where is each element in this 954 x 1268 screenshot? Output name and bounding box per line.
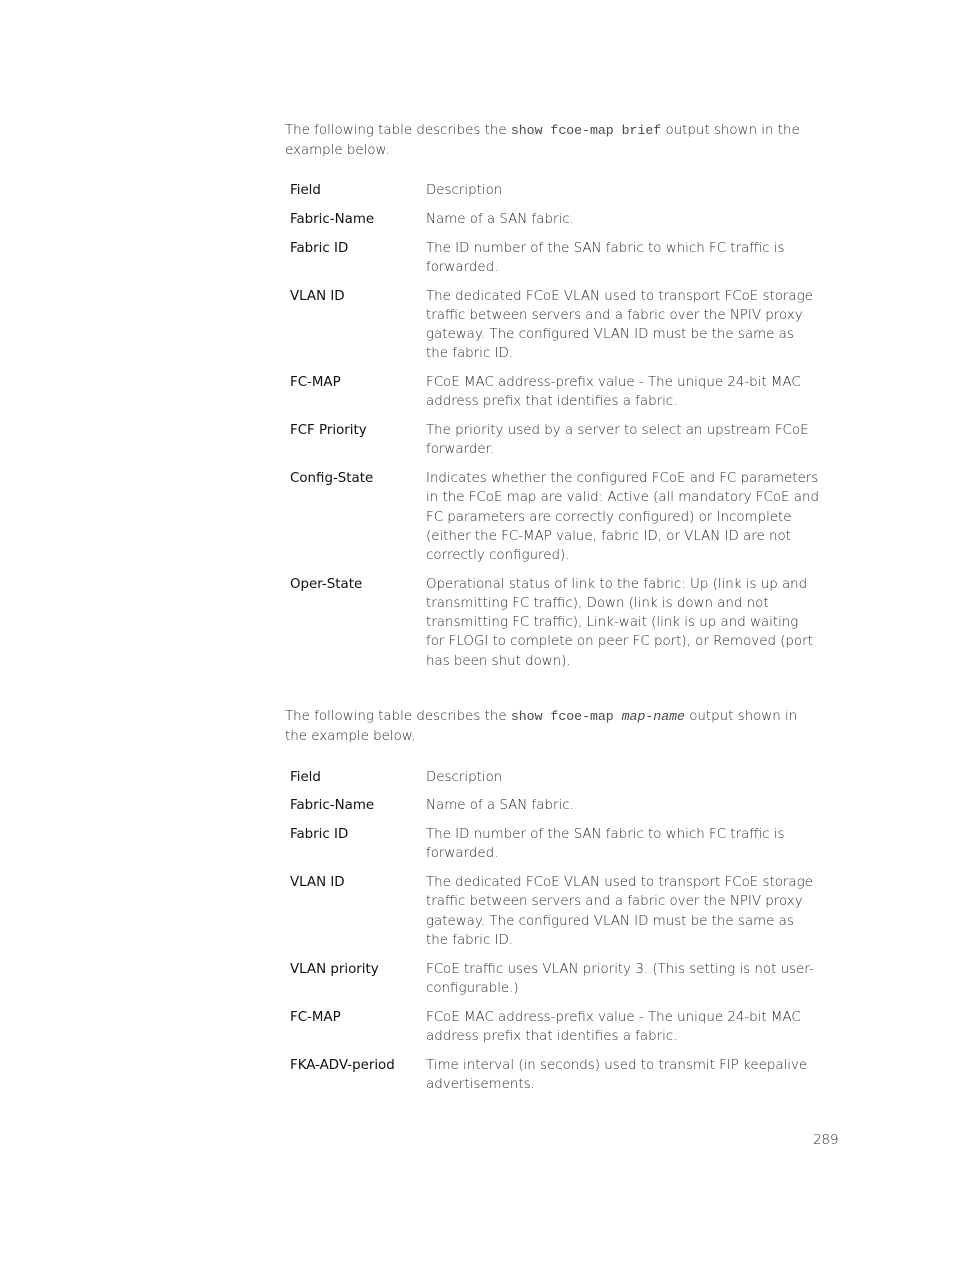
intro-text: The following table describes the xyxy=(285,123,511,138)
table-row xyxy=(285,575,820,681)
table-row xyxy=(285,469,820,575)
field-name: FC-MAP xyxy=(290,1009,341,1025)
field-description: Time interval (in seconds) used to transmit FIP keepalive advertisements. xyxy=(426,1057,808,1092)
table-row xyxy=(285,210,820,239)
field-name: Fabric ID xyxy=(290,240,349,256)
field-name: Fabric-Name xyxy=(290,798,375,814)
field-name: FKA-ADV-period xyxy=(290,1057,395,1073)
table-row xyxy=(285,1056,820,1104)
field-name: Fabric-Name xyxy=(290,211,375,227)
field-description: Operational status of link to the fabric: Up (link is up and transmitting FC traffic), Down (link is down and not transmitting FC traffic), Link-wait (link is up and waiting for FLOGI to complete on peer FC port), or Removed (port has been shut down). xyxy=(426,576,813,669)
command-argument: map-name xyxy=(621,709,685,725)
field-name: VLAN ID xyxy=(290,288,345,304)
table-row xyxy=(285,373,820,421)
description-column-header: Description xyxy=(426,183,503,199)
table-row xyxy=(285,825,820,873)
intro-text: output shown in the example below. xyxy=(285,123,800,158)
field-name: Oper-State xyxy=(290,576,363,592)
command-text xyxy=(511,709,685,724)
table-row xyxy=(285,873,820,959)
field-description: FCoE MAC address-prefix value - The unique 24-bit MAC address prefix that identifies a fabric. xyxy=(426,375,801,410)
field-description: Name of a SAN fabric. xyxy=(426,798,574,814)
table-row xyxy=(285,960,820,1008)
field-description: Indicates whether the configured FCoE and FC parameters in the FCoE map are valid: Active (all mandatory FCoE and FC parameters are correctly configured) or Incomplete (either the FC-MAP value, fabric ID, or VLAN ID are not correctly configured). xyxy=(426,471,819,563)
table-row xyxy=(285,1008,820,1056)
table-header-row xyxy=(285,181,820,210)
table-row xyxy=(285,287,820,373)
field-column-header: Field xyxy=(290,769,321,785)
field-name: Config-State xyxy=(290,471,374,487)
field-name: FCF Priority xyxy=(290,423,367,439)
field-description: The priority used by a server to select an upstream FCoE forwarder. xyxy=(426,423,809,458)
table-body xyxy=(285,210,820,680)
table-header-row xyxy=(285,768,820,797)
field-description: The dedicated FCoE VLAN used to transport FCoE storage traffic between servers and a fabric over the NPIV proxy gateway. The configured VLAN ID must be the same as the fabric ID. xyxy=(426,288,813,362)
command-text: show fcoe-map brief xyxy=(510,123,662,138)
command-name: show fcoe-map xyxy=(510,709,622,725)
field-description: The ID number of the SAN fabric to which FC traffic is forwarded. xyxy=(426,827,785,862)
field-name: VLAN ID xyxy=(290,875,345,891)
field-description: The ID number of the SAN fabric to which FC traffic is forwarded. xyxy=(426,240,785,275)
fcoe-map-name-table xyxy=(285,768,820,1104)
intro-text: The following table describes the xyxy=(285,709,511,725)
field-description: FCoE traffic uses VLAN priority 3. (This setting is not user-configurable.) xyxy=(426,961,814,996)
table-row xyxy=(285,421,820,469)
description-column-header: Description xyxy=(426,769,503,785)
field-name: FC-MAP xyxy=(290,375,341,391)
table-row xyxy=(285,796,820,825)
fcoe-map-brief-table xyxy=(285,181,820,680)
intro-text: output shown in the example below. xyxy=(285,709,798,744)
page-content xyxy=(285,121,820,1104)
table-intro-map-name xyxy=(285,707,820,746)
field-name: Fabric ID xyxy=(290,827,349,843)
page-number: 289 xyxy=(813,1133,839,1148)
field-description: The dedicated FCoE VLAN used to transport FCoE storage traffic between servers and a fabric over the NPIV proxy gateway. The configured VLAN ID must be the same as the fabric ID. xyxy=(426,875,813,948)
field-name: VLAN priority xyxy=(290,961,379,977)
table-intro-brief xyxy=(285,121,820,160)
field-description: Name of a SAN fabric. xyxy=(426,211,574,227)
field-column-header: Field xyxy=(290,183,321,199)
table-body xyxy=(285,796,820,1103)
table-row xyxy=(285,239,820,287)
field-description: FCoE MAC address-prefix value - The unique 24-bit MAC address prefix that identifies a fabric. xyxy=(426,1009,801,1044)
